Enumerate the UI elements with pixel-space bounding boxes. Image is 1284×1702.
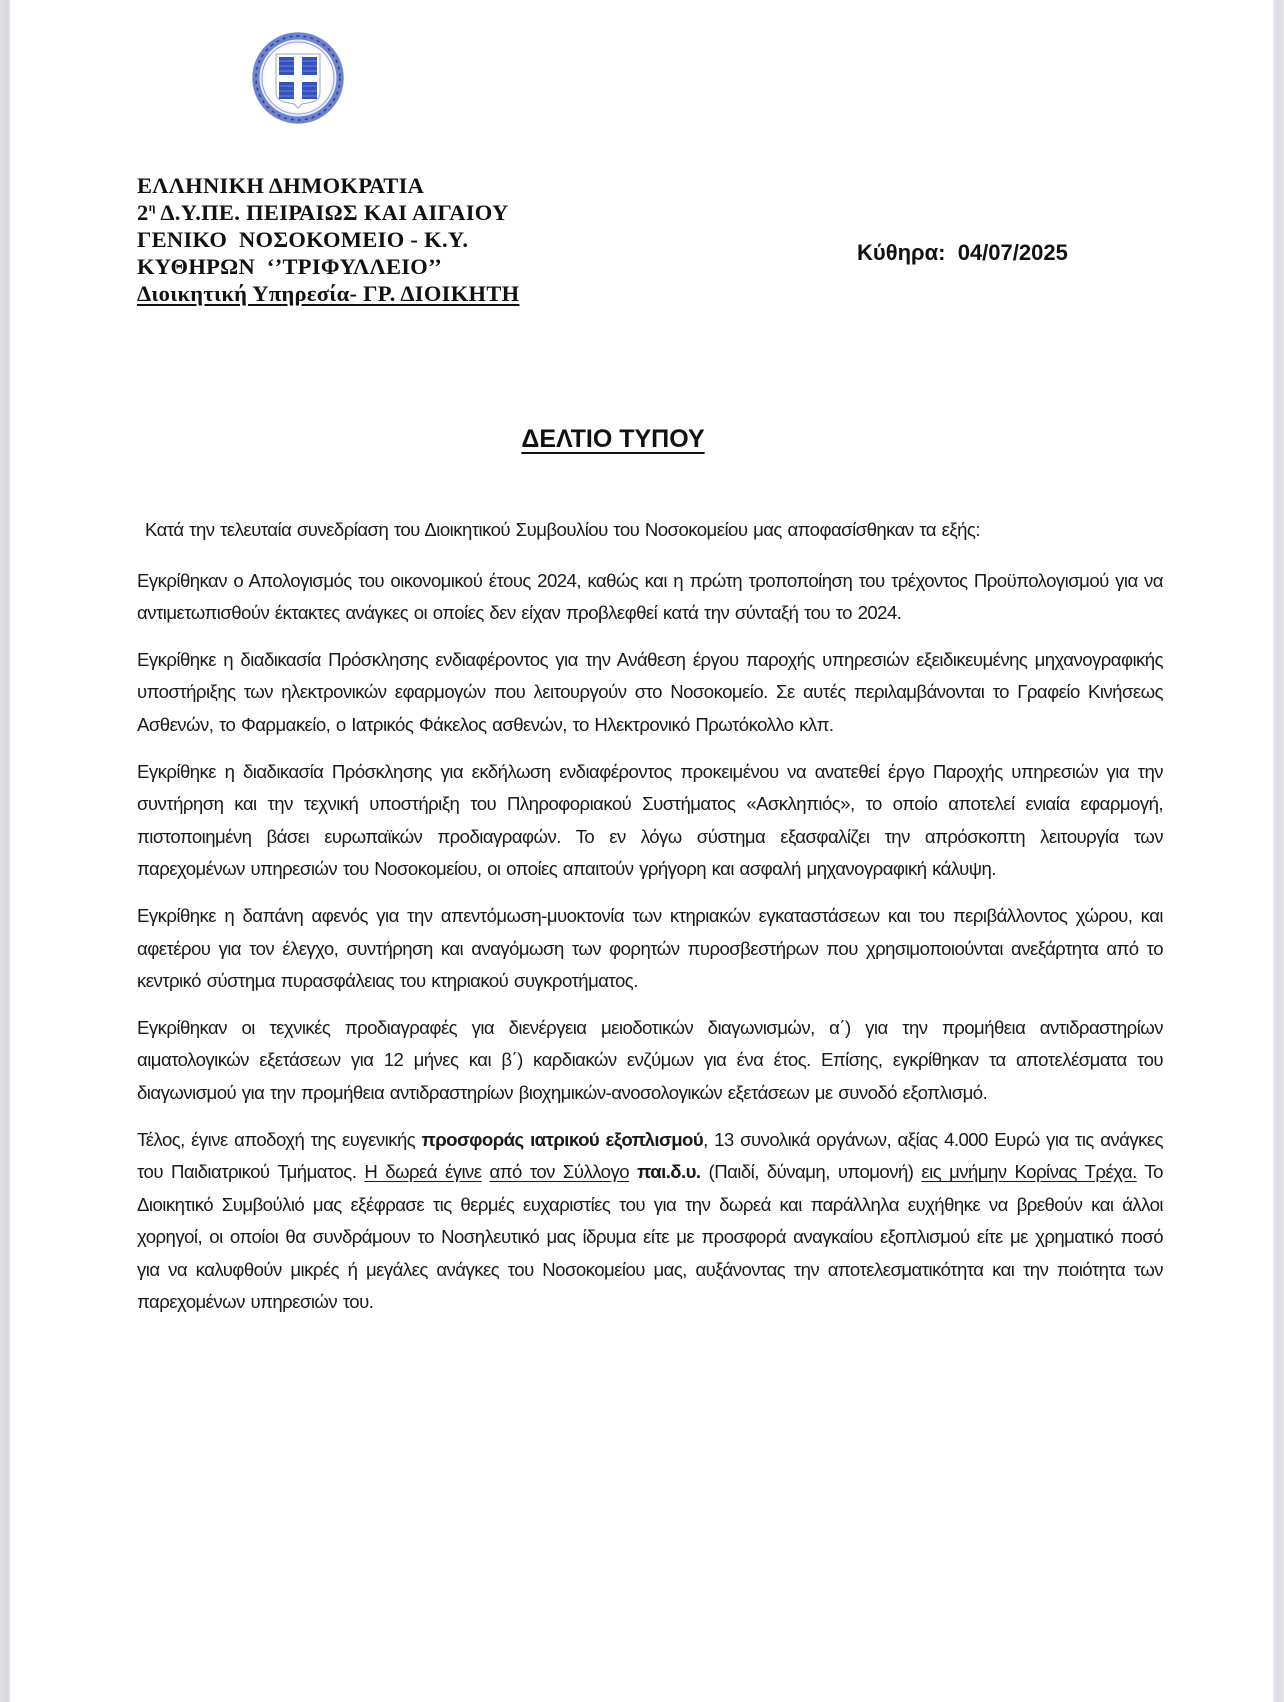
header-line-health-region bbox=[137, 199, 519, 226]
paragraph-asklipios: Εγκρίθηκε η διαδικασία Πρόσκλησης για εκδήλωση ενδιαφέροντος προκειμένου να ανατεθεί έργο Παροχής υπηρεσιών για την συντήρηση και την τεχνική υποστήριξη του Πληροφοριακού Συστήματος «Ασκληπιός», το οποίο αποτελεί ενιαία εφαρμογή, πιστοποιημένη βάσει ευρωπαϊκών προδιαγραφών. Το εν λόγω σύστημα εξασφαλίζει την απρόσκοπτη λειτουργία των παρεχομένων υπηρεσιών του Νοσοκομείου, οι οποίες απαιτούν γρήγορη και ασφαλή μηχανογραφική κάλυψη. bbox=[137, 760, 1163, 880]
page-title: ΔΕΛΤΙΟ ΤΥΠΟΥ bbox=[521, 425, 705, 453]
header-line-republic: ΕΛΛΗΝΙΚΗ ΔΗΜΟΚΡΑΤΙΑ bbox=[137, 173, 425, 198]
text-run: Τέλος, έγινε αποδοχή της ευγενικής bbox=[137, 1128, 422, 1150]
bold-text: προσφοράς ιατρικού εξοπλισμού bbox=[421, 1128, 704, 1150]
header-line-department: Διοικητική Υπηρεσία- ΓΡ. ΔΙΟΙΚΗΤΗ bbox=[137, 281, 520, 306]
paragraph-donation bbox=[137, 1124, 1163, 1320]
health-region-name: Δ.Υ.ΠΕ. ΠΕΙΡΑΙΩΣ ΚΑΙ ΑΙΓΑΙΟΥ bbox=[155, 200, 509, 225]
text-run: Το Διοικητικό Συμβούλιό μας εξέφρασε τις θερμές ευχαριστίες του για την δωρεά και παράλληλα ευχήθηκε να βρεθούν και άλλοι χορηγοί, οι οποίοι θα συνδράμουν το Νοσηλευτικό μας ίδρυμα είτε με προσφορά αναγκαίου εξοπλισμού είτε με χρηματικό ποσό για να καλυφθούν μικρές ή μεγάλες ανάγκες του Νοσοκομείου μας, αυξάνοντας την αποτελεσματικότητα και την ποιότητα των παρεχομένων υπηρεσιών του. bbox=[137, 1161, 1163, 1313]
text-run: , 13 συνολικά οργάνων, αξίας 4.000 Ευρώ για τις ανάγκες του Παιδιατρικού Τμήματος. bbox=[137, 1128, 1164, 1183]
viewer-right-edge bbox=[1273, 0, 1284, 1702]
underlined-text: από τον Σύλλογο bbox=[489, 1161, 630, 1183]
header-line-hospital-name: ΚΥΘΗΡΩΝ ‘’ΤΡΙΦΥΛΛΕΙΟ’’ bbox=[137, 254, 443, 279]
press-release-body bbox=[137, 514, 1163, 1333]
paragraph-it-support: Εγκρίθηκε η διαδικασία Πρόσκλησης ενδιαφέροντος για την Ανάθεση έργου παροχής υπηρεσιών εξειδικευμένης μηχανογραφικής υποστήριξης των ηλεκτρονικών εφαρμογών που λειτουργούν στο Νοσοκομείο. Σε αυτές περιλαμβάνονται το Γραφείο Κινήσεως Ασθενών, το Φαρμακείο, ο Ιατρικός Φάκελος ασθενών, το Ηλεκτρονικό Πρωτόκολλο κλπ. bbox=[137, 648, 1163, 735]
greek-coat-of-arms-icon bbox=[250, 30, 346, 126]
text-run bbox=[629, 1161, 637, 1182]
viewer-left-edge bbox=[0, 0, 10, 1702]
association-name: παι.δ.υ. bbox=[637, 1161, 701, 1183]
paragraph-tenders: Εγκρίθηκαν οι τεχνικές προδιαγραφές για διενέργεια μειοδοτικών διαγωνισμών, α΄) για την προμήθεια αντιδραστηρίων αιματολογικών εξετάσεων για 12 μήνες και β΄) καρδιακών ενζύμων για ένα έτος. Επίσης, εγκρίθηκαν τα αποτελέσματα του διαγωνισμού για την προμήθεια αντιδραστηρίων βιοχημικών-ανοσολογικών εξετάσεων με συνοδό εξοπλισμό. bbox=[137, 1016, 1163, 1103]
ordinal-number: 2 bbox=[137, 200, 149, 225]
underlined-text: εις μνήμην Κορίνας Τρέχα. bbox=[921, 1161, 1137, 1183]
document-page bbox=[10, 0, 1273, 1702]
issuer-header bbox=[137, 172, 519, 307]
paragraph-pest-control: Εγκρίθηκε η δαπάνη αφενός για την απεντόμωση-μυοκτονία των κτηριακών εγκαταστάσεων και του περιβάλλοντος χώρου, και αφετέρου για τον έλεγχο, συντήρηση και αναγόμωση των φορητών πυροσβεστήρων που χρησιμοποιούνται ανεξάρτητα από το κεντρικό σύστημα πυρασφάλειας του κτηριακού συγκροτήματος. bbox=[137, 904, 1163, 992]
paragraph-intro: Κατά την τελευταία συνεδρίαση του Διοικητικού Συμβουλίου του Νοσοκομείου μας αποφασίσθηκαν τα εξής: bbox=[145, 519, 980, 540]
paragraph-budget: Εγκρίθηκαν ο Απολογισμός του οικονομικού έτους 2024, καθώς και η πρώτη τροποποίηση του τρέχοντος Προϋπολογισμού για να αντιμετωπισθούν έκτακτες ανάγκες οι οποίες δεν είχαν προβλεφθεί κατά την σύνταξή του το 2024. bbox=[137, 569, 1163, 624]
ordinal-suffix: η bbox=[148, 200, 156, 214]
underlined-text: Η δωρεά έγινε bbox=[364, 1161, 482, 1183]
header-line-hospital: ΓΕΝΙΚΟ ΝΟΣΟΚΟΜΕΙΟ - Κ.Υ. bbox=[137, 227, 469, 252]
text-run bbox=[482, 1161, 490, 1182]
text-run: (Παιδί, δύναμη, υπομονή) bbox=[700, 1161, 922, 1183]
place-and-date: Κύθηρα: 04/07/2025 bbox=[857, 240, 1068, 265]
